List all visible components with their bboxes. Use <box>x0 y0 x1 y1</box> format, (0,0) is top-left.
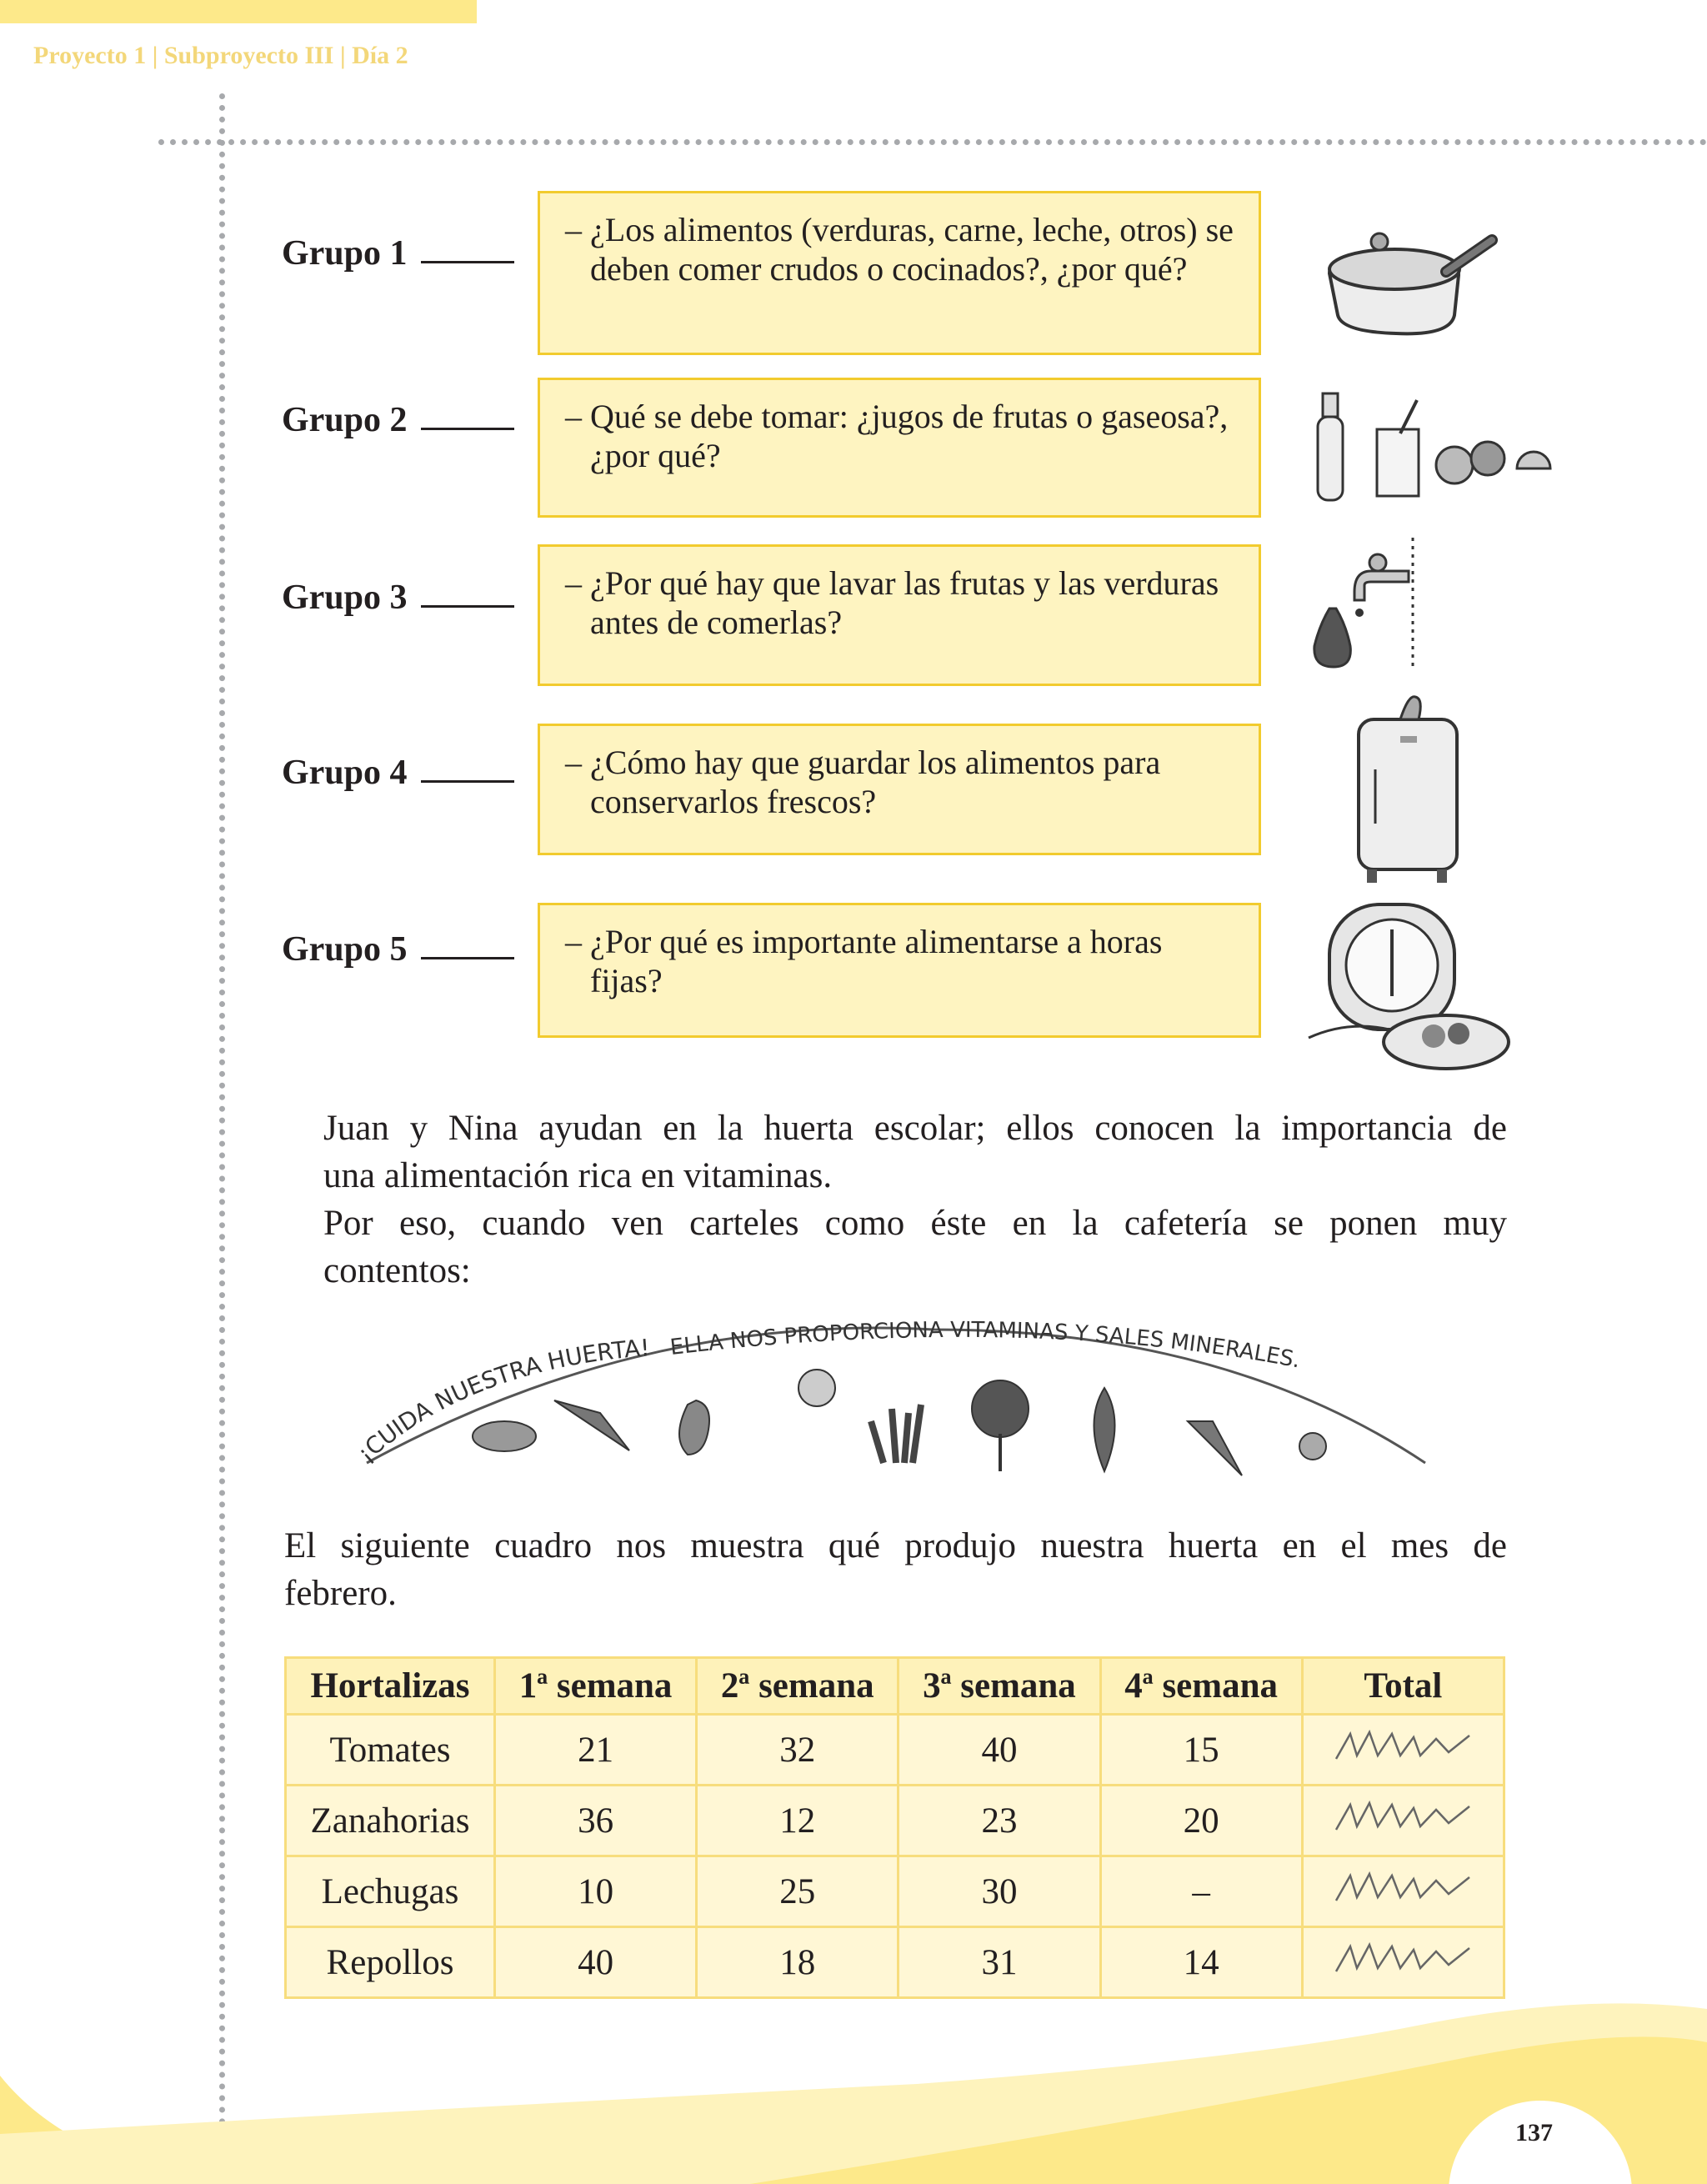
group-label-4 <box>282 753 514 793</box>
connector-line <box>421 605 514 608</box>
table-intro-line: febrero. <box>284 1574 397 1613</box>
top-color-bar <box>0 0 477 23</box>
question-text: – Qué se debe tomar: ¿jugos de frutas o gaseosa?, ¿por qué? <box>565 398 1229 474</box>
total-cell <box>1302 1715 1504 1786</box>
question-text: – ¿Los alimentos (verduras, carne, leche, otros) se deben comer crudos o cocinados?, ¿por qué? <box>565 211 1234 288</box>
table-row <box>286 1715 1504 1786</box>
total-cell <box>1302 1786 1504 1856</box>
table-cell: 32 <box>697 1715 899 1786</box>
intro-line: Por eso, cuando ven carteles como éste en la cafetería se ponen muy <box>323 1204 1507 1243</box>
question-box-1 <box>538 191 1261 355</box>
poster-text-left: ¡CUIDA NUESTRA HUERTA! <box>352 1334 651 1468</box>
group-label-text: Grupo 4 <box>282 754 408 792</box>
garden-poster <box>350 1296 1434 1488</box>
clock-plate-icon <box>1304 900 1513 1079</box>
group-label-text: Grupo 1 <box>282 234 408 273</box>
refrigerator-icon <box>1350 690 1467 886</box>
table-cell: 18 <box>697 1927 899 1998</box>
table-cell: 40 <box>495 1927 697 1998</box>
table-cell: 20 <box>1100 1786 1302 1856</box>
table-cell: 25 <box>697 1856 899 1927</box>
vegetables-row-icon <box>473 1370 1326 1475</box>
juice-and-fruits-icon <box>1313 392 1554 504</box>
connector-line <box>421 261 514 263</box>
header-cell: 3ª semana <box>899 1658 1100 1715</box>
question-box-3 <box>538 544 1261 686</box>
header-cell: Total <box>1302 1658 1504 1715</box>
group-label-2 <box>282 400 514 440</box>
faucet-pear-icon <box>1304 533 1438 671</box>
question-text: – ¿Cómo hay que guardar los alimentos para conservarlos frescos? <box>565 744 1161 820</box>
page-number: 137 <box>1515 2119 1553 2146</box>
table-row <box>286 1856 1504 1927</box>
question-box-2 <box>538 378 1261 518</box>
intro-paragraph <box>323 1105 1507 1295</box>
intro-line: una alimentación rica en vitaminas. <box>323 1156 833 1195</box>
connector-line <box>421 780 514 783</box>
group-label-3 <box>282 578 514 618</box>
total-cell <box>1302 1927 1504 1998</box>
table-cell: 36 <box>495 1786 697 1856</box>
table-row <box>286 1927 1504 1998</box>
production-table <box>284 1656 1505 1999</box>
scribble-icon <box>1332 1940 1474 1976</box>
table-cell: – <box>1100 1856 1302 1927</box>
table-cell: 30 <box>899 1856 1100 1927</box>
group-label-text: Grupo 3 <box>282 579 408 617</box>
group-label-text: Grupo 5 <box>282 930 408 969</box>
table-cell: Tomates <box>286 1715 495 1786</box>
header-cell: 2ª semana <box>697 1658 899 1715</box>
table-cell: 15 <box>1100 1715 1302 1786</box>
table-cell: Repollos <box>286 1927 495 1998</box>
question-box-5 <box>538 903 1261 1038</box>
question-text: – ¿Por qué hay que lavar las frutas y las verduras antes de comerlas? <box>565 564 1219 641</box>
decorative-wave <box>0 1992 1707 2184</box>
header-cell: 4ª semana <box>1100 1658 1302 1715</box>
table-header-row <box>286 1658 1504 1715</box>
table-cell: 12 <box>697 1786 899 1856</box>
scribble-icon <box>1332 1798 1474 1835</box>
table-intro-paragraph <box>284 1522 1507 1617</box>
running-header: Proyecto 1 | Subproyecto III | Día 2 <box>33 42 408 69</box>
group-label-1 <box>282 233 514 273</box>
table-cell: 31 <box>899 1927 1100 1998</box>
dotted-margin-vertical <box>219 93 225 2184</box>
question-box-4 <box>538 724 1261 855</box>
table-row <box>286 1786 1504 1856</box>
cooking-pot-icon <box>1321 223 1504 340</box>
intro-line: contentos: <box>323 1251 471 1290</box>
question-text: – ¿Por qué es importante alimentarse a horas fijas? <box>565 923 1163 999</box>
scribble-icon <box>1332 1727 1474 1764</box>
table-cell: Lechugas <box>286 1856 495 1927</box>
table-cell: 21 <box>495 1715 697 1786</box>
table-cell: 40 <box>899 1715 1100 1786</box>
table-cell: 14 <box>1100 1927 1302 1998</box>
header-cell: Hortalizas <box>286 1658 495 1715</box>
dotted-margin-horizontal <box>158 139 1707 145</box>
table-cell: 23 <box>899 1786 1100 1856</box>
table-cell: Zanahorias <box>286 1786 495 1856</box>
intro-line: Juan y Nina ayudan en la huerta escolar; ellos conocen la importancia de <box>323 1109 1507 1148</box>
header-cell: 1ª semana <box>495 1658 697 1715</box>
scribble-icon <box>1332 1869 1474 1906</box>
connector-line <box>421 957 514 959</box>
table-cell: 10 <box>495 1856 697 1927</box>
table-intro-line: El siguiente cuadro nos muestra qué produjo nuestra huerta en el mes de <box>284 1526 1507 1565</box>
group-label-text: Grupo 2 <box>282 401 408 439</box>
total-cell <box>1302 1856 1504 1927</box>
poster-text-right: ELLA NOS PROPORCIONA VITAMINAS Y SALES MINERALES. <box>668 1317 1303 1374</box>
connector-line <box>421 428 514 430</box>
group-label-5 <box>282 929 514 969</box>
